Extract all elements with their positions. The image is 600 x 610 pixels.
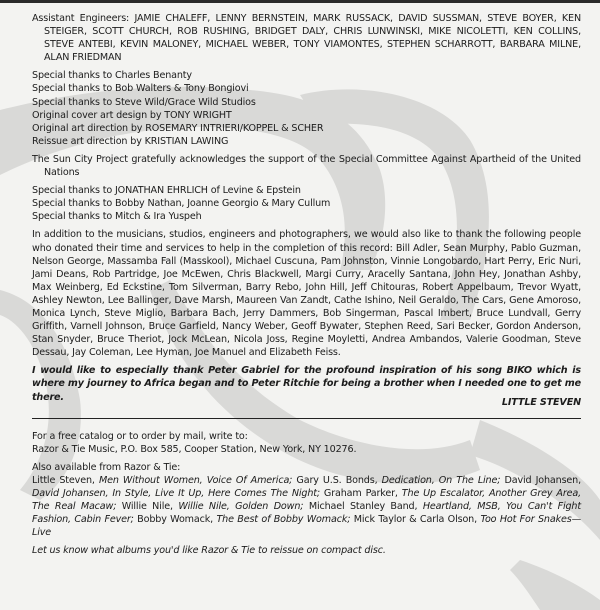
thanks-paragraph: In addition to the musicians, studios, engineers and photographers, we would also like to thank the following people who donated their time and services to help in the completion of this record: Bill Adler, Sean Murphy, Pablo Guzman, Nelson George, Massamba Fall (Masskool), Michael Cuscuna, Pam Johnston, Vinnie Longobardo, Hart Perry, Eric Nuri, Jami Deans, Rob Partridge, Joe McEwen, Chris Blackwell, Margi Curry, Aracelly Santana, John Hey, Jonathan Ashby, Max Weinberg, Ed Eckstine, Tom Silverman, Barry Rebo, John Hill, Jeff Chitouras, Robert Appelbaum, Trevor Wyatt, Ashley Newton, Lee Ballinger, Dave Marsh, Maureen Van Zandt, Cathe Ishino, Neil Geraldo, The Cars, Gene Amoroso, Monica Lynch, Steve Miglio, Barbara Bach, Jerry Dammers, Bob Singerman, Pascal Imbert, Bruce Lundvall, Gerry Griffith, Varnell Johnson, Bruce Garfield, Nancy Weber, Geoff Bywater, Stephen Reed, Sari Becker, Gordon Anderson, Stan Snyder, Bruce Theriot, Jock McLean, Nicola Joss, Regine Moyletti, Andrea Ambandos, Valerie Goodman, Steve Dessau, Jay Coleman, Lee Hyman, Joe Manuel and Elizabeth Feiss. xyxy=(32,229,581,359)
album-titles: The Up Escalator, Another Grey Area, The Real Macaw; xyxy=(32,488,581,513)
credit-line: Special thanks to Mitch & Ira Yuspeh xyxy=(32,211,202,223)
credit-line: Reissue art direction by KRISTIAN LAWING xyxy=(32,135,229,147)
artist: Willie Nile, xyxy=(116,501,179,513)
album-titles: Men Without Women, Voice Of America; xyxy=(98,475,293,486)
reissue-request-text: Let us know what albums you'd like Razor & Tie to reissue on compact disc. xyxy=(32,545,386,557)
artist: Gary U.S. Bonds, xyxy=(292,475,382,486)
artist: Bobby Womack, xyxy=(133,514,217,526)
album-titles: David Johansen, In Style, Live It Up, Here Comes The Night; xyxy=(32,488,320,500)
liner-notes xyxy=(32,12,581,563)
sun-city-acknowledgement: The Sun City Project gratefully acknowledges the support of the Special Committee Against Apartheid of the United Nations xyxy=(32,153,581,179)
catalog-info xyxy=(32,430,581,456)
credit-line: Original cover art design by TONY WRIGHT xyxy=(32,109,232,121)
album-titles: The Best of Bobby Womack; xyxy=(216,514,351,526)
credit-line: Original art direction by ROSEMARY INTRIERI/KOPPEL & SCHER xyxy=(32,122,324,134)
also-available xyxy=(32,461,581,540)
credit-line: Special thanks to Charles Benanty xyxy=(32,70,192,82)
credits-block-1 xyxy=(32,69,581,148)
credit-line: Special thanks to JONATHAN EHRLICH of Levine & Epstein xyxy=(32,185,301,197)
dedication: I would like to especially thank Peter Gabriel for the profound inspiration of his song BIKO which is where my journey to Africa began and to Peter Ritchie for being a brother when I needed one to get me there. xyxy=(32,365,581,403)
catalog-line: For a free catalog or to order by mail, write to: xyxy=(32,430,248,442)
credit-line: Special thanks to Bobby Nathan, Joanne Georgio & Mary Cullum xyxy=(32,198,331,210)
catalog-address: Razor & Tie Music, P.O. Box 585, Cooper Station, New York, NY 10276. xyxy=(32,443,357,455)
discography-text xyxy=(32,474,581,539)
album-titles: Dedication, On The Line; xyxy=(381,475,501,486)
album-titles: Heartland, MSB, You Can't Fight Fashion, Cabin Fever; xyxy=(32,501,581,526)
also-available-heading: Also available from Razor & Tie: xyxy=(32,461,181,473)
credits-block-2 xyxy=(32,184,581,223)
assistant-engineers: Assistant Engineers: JAMIE CHALEFF, LENNY BERNSTEIN, MARK RUSSACK, DAVID SUSSMAN, STEVE BOYER, KEN STEIGER, SCOTT CHURCH, ROB RUSHING, BRIDGET DALY, CHRIS LUNWINSKI, MIKE NICOLETTI, KEN COLLINS, STEVE ANTEBI, KEVIN MALONEY, MICHAEL WEBER, TONY VIAMONTES, STEPHEN SCHARROTT, BARBARA MILNE, ALAN FRIEDMAN xyxy=(32,13,581,64)
artist: Little Steven, xyxy=(32,475,99,486)
divider xyxy=(32,418,581,419)
credit-line: Special thanks to Bob Walters & Tony Bongiovi xyxy=(32,83,249,95)
artist: David Johansen, xyxy=(500,475,582,486)
artist: Michael Stanley Band, xyxy=(303,501,423,513)
artist: Mick Taylor & Carla Olson, xyxy=(350,514,481,526)
signature: LITTLE STEVEN xyxy=(501,396,581,408)
album-titles: Willie Nile, Golden Down; xyxy=(178,501,304,513)
credit-line: Special thanks to Steve Wild/Grace Wild Studios xyxy=(32,96,256,108)
album-titles: Too Hot For Snakes—Live xyxy=(32,514,582,539)
reissue-request xyxy=(32,544,581,557)
artist: Graham Parker, xyxy=(319,488,402,500)
